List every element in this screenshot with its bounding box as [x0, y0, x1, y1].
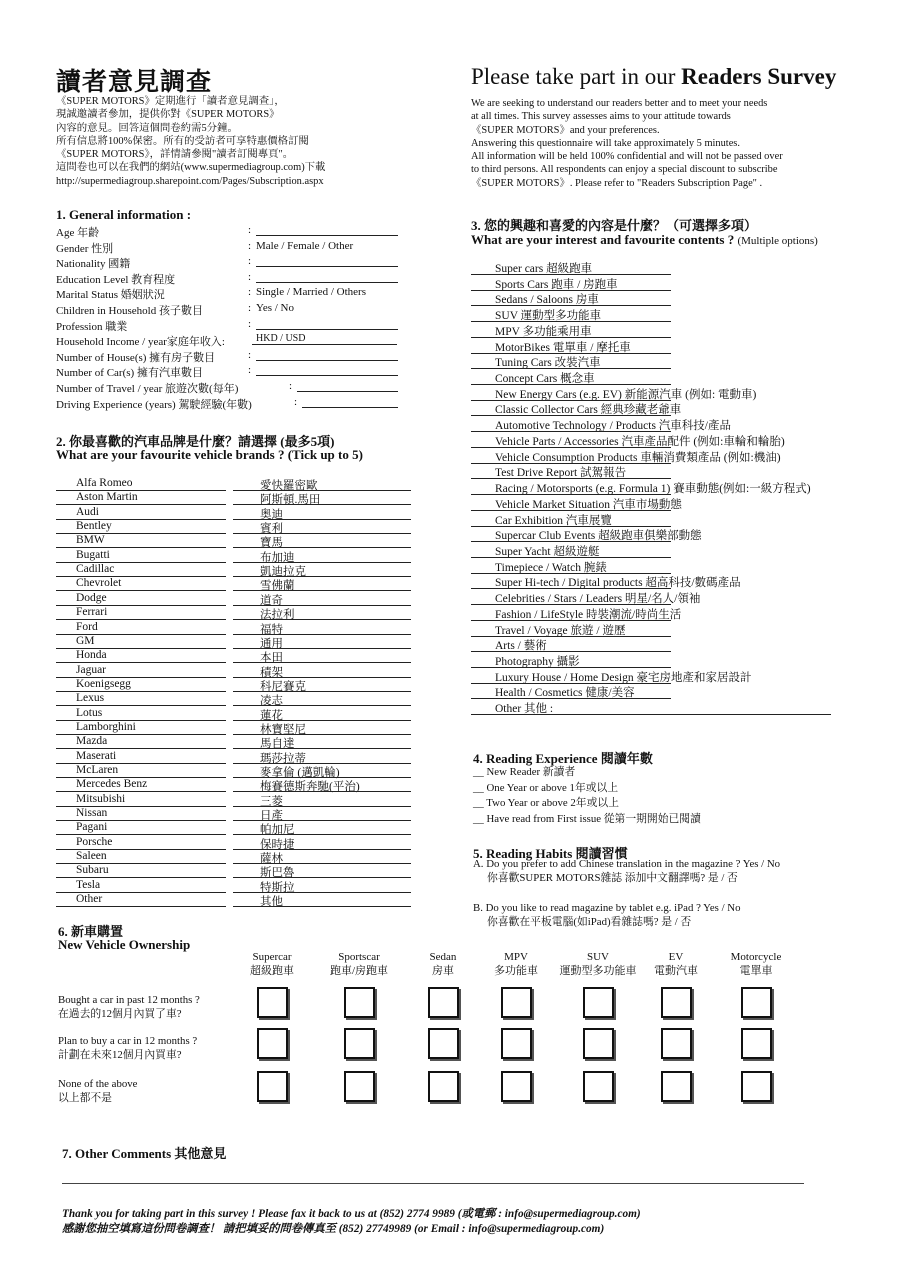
interests-title-cn: 3. 您的興趣和喜愛的內容是什麼？（可選擇多項）	[471, 218, 758, 233]
brand-row[interactable]	[0, 592, 420, 606]
ownership-row-zh: 在過去的12個月內買了車?	[58, 1008, 182, 1020]
brand-name-zh: 凱迪拉克	[260, 566, 306, 579]
general-row	[56, 396, 401, 411]
ownership-checkbox[interactable]	[428, 1071, 459, 1102]
brand-row[interactable]	[0, 850, 420, 864]
brand-name-zh: 林寶堅尼	[260, 723, 306, 736]
general-row-options[interactable]: Male / Female / Other	[256, 239, 354, 252]
brand-row[interactable]	[0, 793, 420, 807]
brand-name-zh: 保時捷	[260, 838, 295, 851]
brand-name-zh: 其他	[260, 896, 283, 909]
brand-name-en: Koenigsegg	[76, 677, 131, 690]
general-row-colon: :	[248, 270, 252, 283]
ownership-row-zh: 以上都不是	[58, 1092, 112, 1104]
brand-name-zh: 凌志	[260, 695, 283, 708]
ownership-checkbox[interactable]	[428, 987, 459, 1018]
brand-name-en: Bugatti	[76, 548, 110, 561]
habit-question-a-en[interactable]: A. Do you prefer to add Chinese translation in the magazine ? Yes / No	[473, 858, 781, 870]
brand-name-en: Aston Martin	[76, 491, 138, 504]
brand-tick-line[interactable]	[56, 906, 226, 907]
ownership-checkbox[interactable]	[661, 1071, 692, 1102]
brand-name-en: Bentley	[76, 520, 112, 533]
comments-line[interactable]	[62, 1183, 804, 1184]
interest-row[interactable]	[471, 559, 871, 575]
title-chinese: 讀者意見調查	[56, 69, 213, 96]
general-row-colon: :	[248, 364, 252, 377]
brand-name-en: McLaren	[76, 764, 119, 776]
ownership-row-header	[58, 1077, 137, 1105]
interest-row[interactable]	[471, 637, 871, 653]
interest-label: Supercar Club Events 超級跑車俱樂部動態	[495, 530, 702, 543]
brand-name-en: Alfa Romeo	[76, 477, 133, 489]
brands-title-en: What are your favourite vehicle brands ? (Tick up to 5)	[56, 447, 363, 462]
ownership-checkbox[interactable]	[583, 1071, 614, 1102]
ownership-column-zh: 超級跑車	[250, 965, 294, 977]
general-row-label: Household Income / year家庭年收入:	[56, 336, 225, 349]
ownership-column-en: Supercar	[252, 951, 292, 963]
general-row-options[interactable]: Yes / No	[256, 302, 295, 314]
brand-name-en: Dodge	[76, 591, 107, 604]
ownership-checkbox[interactable]	[583, 987, 614, 1018]
ownership-column-header	[654, 950, 698, 978]
brand-row[interactable]	[0, 750, 420, 764]
brand-row[interactable]	[0, 821, 420, 835]
brand-row[interactable]	[0, 664, 420, 678]
general-row-colon: :	[248, 224, 252, 236]
reading-experience-option[interactable]: __ Two Year or above 2年或以上	[473, 797, 619, 810]
general-row-colon: :	[248, 239, 252, 252]
brand-name-zh: 特斯拉	[260, 881, 295, 894]
general-info-title: 1. General information :	[56, 207, 192, 222]
interest-label: Vehicle Market Situation 汽車市場動態	[495, 498, 682, 511]
general-row-colon: :	[248, 317, 252, 330]
ownership-row-en: None of the above	[58, 1078, 138, 1090]
ownership-column-zh: 跑車/房跑車	[329, 965, 389, 977]
brand-name-en: Subaru	[76, 864, 109, 877]
general-row-label: Driving Experience (years) 駕駛經驗(年數)	[56, 398, 252, 411]
brand-name-en: Maserati	[76, 749, 117, 762]
brand-name-en: Mercedes Benz	[76, 778, 148, 791]
reading-experience-option[interactable]: __ New Reader 新讀者	[473, 766, 576, 778]
general-row-colon: :	[248, 286, 252, 299]
ownership-column-en: Motorcycle	[730, 951, 782, 963]
intro-line: Answering this questionnaire will take approximately 5 minutes.	[471, 137, 740, 149]
general-row-options[interactable]: HKD / USD	[256, 333, 306, 345]
intro-line: 現誠邀讀者參加，提供你對《SUPER MOTORS》	[56, 109, 280, 121]
general-row-colon: :	[248, 302, 252, 314]
interest-row[interactable]	[471, 464, 871, 480]
interest-tick-line[interactable]	[471, 714, 831, 715]
interest-label: Super Hi-tech / Digital products 超高科技/數碼產品	[495, 577, 741, 590]
brand-name-zh: 愛快羅密歐	[260, 480, 318, 492]
brand-name-en: Lamborghini	[76, 720, 136, 733]
brand-name-zh: 科尼賽克	[260, 680, 306, 693]
interest-label: Photography 攝影	[495, 656, 580, 668]
ownership-row-en: Bought a car in past 12 months ?	[58, 994, 200, 1006]
ownership-column-header	[731, 950, 782, 978]
ownership-checkbox[interactable]	[741, 1071, 772, 1102]
general-row-colon: :	[294, 395, 298, 408]
interest-row[interactable]	[471, 260, 871, 276]
brand-name-en: Mitsubishi	[76, 792, 126, 805]
footer-chinese: 感謝您抽空填寫這份問卷調查！ 請把填妥的問卷傳真至 (852) 27749989 (or Email : info@supermediagroup.com)	[62, 1223, 605, 1235]
brand-row[interactable]	[0, 692, 420, 706]
intro-line: 所有信息將100%保密。所有的受訪者可享特惠價格訂閱	[56, 135, 309, 147]
general-row-label: Profession 職業	[56, 320, 128, 333]
interest-row[interactable]	[471, 700, 871, 716]
interest-label: Timepiece / Watch 腕錶	[495, 561, 607, 574]
ownership-checkbox[interactable]	[344, 1028, 375, 1059]
brand-name-en: Other	[76, 893, 103, 906]
reading-habits-title: 5. Reading Habits 閱讀習慣	[473, 846, 628, 861]
interest-row[interactable]	[471, 417, 871, 433]
brand-row[interactable]	[0, 778, 420, 792]
general-row-colon: :	[248, 255, 252, 268]
brand-name-en: Porsche	[76, 835, 113, 848]
brand-name-zh: 薩林	[260, 853, 283, 866]
brand-name-zh: 雪佛蘭	[260, 580, 295, 593]
ownership-column-zh: 電動汽車	[654, 965, 698, 977]
interest-label: Health / Cosmetics 健康/美容	[495, 687, 635, 700]
interest-label: New Energy Cars (e.g. EV) 新能源汽車 (例如: 電動車)	[495, 388, 757, 401]
general-row-label: Age 年齡	[56, 227, 100, 239]
brand-tick-line[interactable]	[233, 906, 411, 907]
brand-name-en: Lexus	[76, 692, 105, 705]
ownership-checkbox[interactable]	[661, 1028, 692, 1059]
interest-label: Car Exhibition 汽車展覽	[495, 514, 612, 527]
brand-name-en: Ferrari	[76, 606, 108, 619]
brand-name-zh: 帕加尼	[260, 824, 295, 837]
interest-label: Travel / Voyage 旅遊 / 遊歷	[495, 624, 626, 637]
ownership-column-zh: 電單車	[739, 965, 773, 977]
brand-name-en: Mazda	[76, 735, 108, 748]
brand-name-zh: 麥拿倫 (邁凱輪)	[260, 767, 340, 779]
interest-label: Super cars 超級跑車	[495, 263, 593, 275]
ownership-column-zh: 多功能車	[494, 965, 538, 977]
brand-row[interactable]	[0, 563, 420, 577]
ownership-title-en: New Vehicle Ownership	[58, 937, 191, 952]
general-row	[56, 240, 401, 255]
ownership-column-en: SUV	[586, 951, 609, 963]
interest-label: Vehicle Parts / Accessories 汽車產品配件 (例如:車輪和輪胎)	[495, 435, 785, 448]
brand-name-en: Tesla	[76, 878, 101, 891]
brand-name-en: Chevrolet	[76, 577, 122, 590]
ownership-checkbox[interactable]	[501, 987, 532, 1018]
interest-row[interactable]	[471, 606, 871, 622]
brand-name-en: Saleen	[76, 850, 107, 863]
brand-row[interactable]	[0, 678, 420, 692]
general-row	[56, 255, 401, 270]
brand-name-zh: 賓利	[260, 523, 283, 536]
general-row	[56, 302, 401, 317]
brand-name-zh: 馬自達	[260, 738, 295, 751]
brand-name-en: Pagani	[76, 821, 108, 834]
intro-chinese	[56, 95, 325, 188]
brand-row[interactable]	[0, 635, 420, 649]
general-row-input-line[interactable]	[256, 318, 398, 330]
brand-name-zh: 福特	[260, 623, 283, 636]
habit-question-b-cn: 你喜歡在平板電腦(如iPad)看雜誌嗎? 是 / 否	[487, 916, 692, 928]
general-row-input-line[interactable]	[297, 380, 398, 392]
ownership-column-header	[560, 950, 637, 978]
interest-row[interactable]	[471, 622, 871, 638]
brand-row[interactable]	[0, 879, 420, 893]
ownership-checkbox[interactable]	[257, 1071, 288, 1102]
interest-label: Tuning Cars 改裝汽車	[495, 357, 601, 370]
brand-name-en: Audi	[76, 505, 99, 518]
general-row	[56, 333, 401, 348]
interest-row[interactable]	[471, 370, 871, 386]
general-row	[56, 271, 401, 286]
intro-line: at all times. This survey assesses aims to your attitude towards	[471, 111, 731, 123]
brand-row[interactable]	[0, 893, 420, 907]
general-row-label: Education Level 教育程度	[56, 273, 176, 286]
brand-name-en: Cadillac	[76, 563, 115, 576]
ownership-column-en: MPV	[504, 951, 528, 963]
ownership-checkbox[interactable]	[344, 1071, 375, 1102]
brand-name-zh: 三菱	[260, 795, 283, 808]
brand-row[interactable]	[0, 721, 420, 735]
general-row-input-line[interactable]	[256, 224, 398, 236]
brand-row[interactable]	[0, 477, 420, 491]
brand-row[interactable]	[0, 491, 420, 505]
reading-experience-title: 4. Reading Experience 閱讀年數	[473, 751, 653, 766]
interest-row[interactable]	[471, 574, 871, 590]
general-row-input-line[interactable]	[256, 364, 398, 376]
ownership-column-zh: 運動型多功能車	[559, 965, 637, 977]
interest-row[interactable]	[471, 354, 871, 370]
ownership-column-en: Sedan	[429, 951, 457, 963]
interest-label: Concept Cars 概念車	[495, 373, 595, 386]
intro-line: 這問卷也可以在我們的網站(www.supermediagroup.com)下載	[56, 162, 326, 174]
ownership-row-header	[58, 1034, 197, 1062]
interest-row[interactable]	[471, 512, 871, 528]
brand-name-zh: 通用	[260, 637, 283, 650]
interest-row[interactable]	[471, 543, 871, 559]
brand-row[interactable]	[0, 506, 420, 520]
brand-name-zh: 法拉利	[260, 609, 295, 622]
ownership-row-zh: 計劃在未來12個月內買車?	[58, 1049, 182, 1061]
interest-row[interactable]	[471, 291, 871, 307]
comments-title: 7. Other Comments 其他意見	[62, 1146, 227, 1161]
general-row-input-line[interactable]	[256, 349, 398, 361]
intro-line: 《SUPER MOTORS》定期進行「讀者意見調查」，	[56, 96, 285, 107]
ownership-column-header	[430, 950, 457, 978]
brand-name-en: BMW	[76, 534, 105, 547]
interest-row[interactable]	[471, 527, 871, 543]
interest-row[interactable]	[471, 323, 871, 339]
interest-row[interactable]	[471, 669, 871, 685]
interest-row[interactable]	[471, 276, 871, 292]
intro-line: We are seeking to understand our readers better and to meet your needs	[471, 98, 768, 109]
footer-english: Thank you for taking part in this survey ! Please fax it back to us at (852) 2774 9989 (或電郵 : info@supermediagroup.com)	[62, 1208, 641, 1220]
interest-label: Sedans / Saloons 房車	[495, 294, 599, 307]
general-row	[56, 364, 401, 379]
ownership-checkbox[interactable]	[741, 1028, 772, 1059]
interests-title-en	[471, 232, 818, 248]
habit-question-a-cn: 你喜歡SUPER MOTORS雜誌 添加中文翻譯嗎? 是 / 否	[487, 872, 738, 884]
general-row-input-line[interactable]	[256, 271, 398, 283]
interest-label: Arts / 藝術	[495, 640, 547, 653]
interest-label: Celebrities / Stars / Leaders 明星/名人/領袖	[495, 593, 701, 606]
brand-row[interactable]	[0, 764, 420, 778]
brand-name-zh: 斯巴魯	[260, 867, 295, 880]
ownership-checkbox[interactable]	[344, 987, 375, 1018]
reading-experience-option[interactable]: __ Have read from First issue 從第一期開始已閱讀	[473, 812, 701, 825]
brand-row[interactable]	[0, 577, 420, 591]
general-row	[56, 318, 401, 333]
interest-label: Other 其他 :	[495, 703, 554, 716]
title-english	[471, 64, 836, 90]
interest-row[interactable]	[471, 653, 871, 669]
brand-row[interactable]	[0, 807, 420, 821]
interest-label: Test Drive Report 試駕報告	[495, 467, 627, 480]
interests-title-en-text: What are your interest and favourite contents ?	[471, 232, 735, 247]
brand-name-en: GM	[76, 634, 95, 647]
ownership-column-en: Sportscar	[338, 951, 380, 963]
interest-label: Automotive Technology / Products 汽車科技/產品	[495, 420, 731, 433]
ownership-column-header	[330, 950, 388, 978]
brand-name-zh: 蓮花	[260, 709, 283, 722]
general-row-label: Children in Household 孩子數目	[56, 305, 203, 317]
brand-row[interactable]	[0, 606, 420, 620]
intro-line: 《SUPER MOTORS》and your preferences.	[471, 124, 660, 136]
brand-name-zh: 積架	[260, 666, 283, 679]
general-row-input-line[interactable]	[256, 255, 398, 267]
interest-row[interactable]	[471, 307, 871, 323]
ownership-column-header	[494, 950, 538, 978]
general-row-colon: :	[248, 348, 252, 361]
ownership-checkbox[interactable]	[583, 1028, 614, 1059]
interest-label: SUV 運動型多功能車	[495, 310, 602, 323]
brand-name-zh: 奥迪	[260, 508, 283, 521]
general-row-input-line[interactable]	[302, 396, 398, 408]
brand-name-zh: 阿斯頓.馬田	[260, 494, 321, 507]
general-row	[56, 349, 401, 364]
title-english-prefix: Please take part in our	[471, 64, 682, 89]
ownership-checkbox[interactable]	[501, 1028, 532, 1059]
brand-name-zh: 日產	[260, 810, 283, 823]
intro-line: 《SUPER MOTORS》. Please refer to "Readers Subscription Page" .	[471, 177, 763, 189]
ownership-checkbox[interactable]	[428, 1028, 459, 1059]
brand-row[interactable]	[0, 864, 420, 878]
general-row-label: Number of Travel / year 旅遊次數(每年)	[56, 383, 239, 395]
interest-label: Classic Collector Cars 經典珍藏老爺車	[495, 404, 682, 417]
general-row-input-line[interactable]	[252, 333, 397, 345]
intro-line: 內容的意見。回答這個問卷約需5分鐘。	[56, 122, 238, 134]
interest-label: MPV 多功能乘用車	[495, 325, 592, 338]
brand-row[interactable]	[0, 534, 420, 548]
intro-line: 《SUPER MOTORS》，詳情請參閱"讀者訂閱專頁"。	[56, 149, 294, 161]
brands-title-cn: 2. 你最喜歡的汽車品牌是什麼？請選擇 (最多5項)	[56, 434, 335, 449]
ownership-column-en: EV	[668, 951, 684, 963]
interest-row[interactable]	[471, 496, 871, 512]
ownership-title-cn: 6. 新車購置	[58, 924, 124, 939]
brand-name-zh: 寶馬	[260, 537, 283, 550]
brand-name-zh: 道奇	[260, 594, 283, 607]
interest-label: Luxury House / Home Design 豪宅房地產和家居設計	[495, 671, 752, 684]
interest-row[interactable]	[471, 449, 871, 465]
intro-line: http://supermediagroup.sharepoint.com/Pages/Subscription.aspx	[56, 175, 324, 187]
general-row-label: Number of Car(s) 擁有汽車數目	[56, 367, 203, 380]
interest-row[interactable]	[471, 684, 871, 700]
ownership-row-header	[58, 993, 200, 1021]
ownership-checkbox[interactable]	[501, 1071, 532, 1102]
ownership-checkbox[interactable]	[257, 1028, 288, 1059]
ownership-checkbox[interactable]	[661, 987, 692, 1018]
interest-row[interactable]	[471, 339, 871, 355]
interest-row[interactable]	[471, 480, 871, 496]
interest-row[interactable]	[471, 386, 871, 402]
brand-row[interactable]	[0, 649, 420, 663]
brand-name-en: Honda	[76, 649, 107, 662]
brand-name-zh: 瑪莎拉蒂	[260, 752, 306, 765]
intro-line: to third persons. All respondents can enjoy a special discount to subscribe	[471, 164, 778, 176]
brand-row[interactable]	[0, 520, 420, 534]
interests-title-note: (Multiple options)	[737, 235, 818, 247]
interest-row[interactable]	[471, 590, 871, 606]
interest-label: Fashion / LifeStyle 時裝潮流/時尚生活	[495, 608, 682, 621]
general-row-label: Marital Status 婚姻狀況	[56, 289, 165, 302]
intro-english	[471, 97, 783, 190]
habit-question-b-en[interactable]: B. Do you like to read magazine by tablet e.g. iPad ? Yes / No	[473, 902, 741, 914]
brand-row[interactable]	[0, 707, 420, 721]
interest-label: Super Yacht 超級遊艇	[495, 545, 600, 558]
general-row-options[interactable]: Single / Married / Others	[256, 286, 366, 299]
brand-name-en: Jaguar	[76, 663, 107, 676]
general-row-label: Gender 性別	[56, 242, 114, 255]
intro-line: All information will be held 100% confidential and will not be passed over	[471, 151, 783, 163]
general-row-label: Nationality 國籍	[56, 258, 131, 271]
brand-row[interactable]	[0, 549, 420, 563]
general-row	[56, 224, 401, 239]
reading-experience-option[interactable]: __ One Year or above 1年或以上	[473, 781, 619, 794]
brand-row[interactable]	[0, 735, 420, 749]
brand-name-en: Nissan	[76, 807, 108, 820]
brand-row[interactable]	[0, 621, 420, 635]
brand-row[interactable]	[0, 836, 420, 850]
brand-name-zh: 布加迪	[260, 551, 295, 564]
general-row-colon: :	[289, 380, 293, 392]
brand-name-zh: 本田	[260, 652, 283, 665]
general-row	[56, 380, 401, 395]
ownership-checkbox[interactable]	[741, 987, 772, 1018]
ownership-row-en: Plan to buy a car in 12 months ?	[58, 1035, 198, 1047]
interest-label: Vehicle Consumption Products 車輛消費類產品 (例如:機油)	[495, 451, 781, 464]
interest-label: Sports Cars 跑車 / 房跑車	[495, 278, 618, 291]
ownership-column-header	[250, 950, 294, 978]
brand-name-en: Ford	[76, 620, 98, 633]
title-english-bold: Readers Survey	[681, 64, 837, 89]
general-row-label: Number of House(s) 擁有房子數目	[56, 351, 216, 364]
brand-name-en: Lotus	[76, 706, 103, 719]
interest-row[interactable]	[471, 401, 871, 417]
brand-name-zh: 梅賽德斯奔馳(平治)	[260, 781, 360, 794]
ownership-checkbox[interactable]	[257, 987, 288, 1018]
general-row	[56, 286, 401, 301]
interest-row[interactable]	[471, 433, 871, 449]
ownership-column-zh: 房車	[431, 965, 454, 977]
interest-label: MotorBikes 電單車 / 摩托車	[495, 341, 631, 354]
interest-label: Racing / Motorsports (e.g. Formula 1) 賽車動態(例如:一級方程式)	[495, 483, 811, 496]
